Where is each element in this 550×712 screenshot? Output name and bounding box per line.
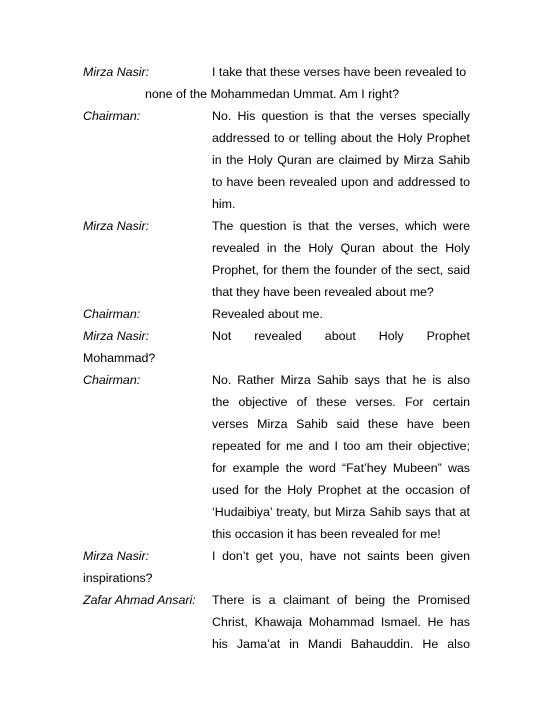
statement-line: There is a claimant of being the Promised (212, 593, 470, 607)
statement-line: Christ, Khawaja Mohammad Ismael. He has (212, 615, 470, 629)
statement-line: in the Holy Quran are claimed by Mirza Sahib (212, 153, 470, 167)
statement-line: that they have been revealed about me? (212, 285, 434, 299)
statement-line: used for the Holy Prophet at the occasion of (212, 483, 470, 497)
statement-line: verses Mirza Sahib said these have been (212, 417, 470, 431)
statement-line: No. His question is that the verses specially (212, 109, 470, 123)
statement-line: his Jama’at in Mandi Bahauddin. He also (212, 637, 470, 651)
speaker-name: Chairman: (83, 109, 141, 123)
statement-line: for example the word “Fat’hey Mubeen” was (212, 461, 470, 475)
statement-line: him. (212, 197, 236, 211)
statement-line: this occasion it has been revealed for me! (212, 527, 441, 541)
statement-line: to have been revealed upon and addressed to (212, 175, 470, 189)
speaker-name: Chairman: (83, 373, 141, 387)
statement-line: Revealed about me. (212, 307, 323, 321)
statement-line: inspirations? (83, 571, 153, 585)
statement-line: revealed in the Holy Quran about the Holy (212, 241, 470, 255)
speaker-name: Chairman: (83, 307, 141, 321)
speaker-name: Mirza Nasir: (83, 549, 150, 563)
statement-line: addressed to or telling about the Holy Prophet (212, 131, 470, 145)
statement-line: Not revealed about Holy Prophet (212, 329, 470, 343)
speaker-name: Mirza Nasir: (83, 65, 150, 79)
statement-line: No. Rather Mirza Sahib says that he is also (212, 373, 470, 387)
statement-line: none of the Mohammedan Ummat. Am I right? (145, 87, 400, 101)
statement-line: Mohammad? (83, 351, 156, 365)
statement-line: I take that these verses have been revealed to (212, 65, 467, 79)
statement-line: I don’t get you, have not saints been given (212, 549, 470, 563)
speaker-name: Mirza Nasir: (83, 329, 150, 343)
statement-line: repeated for me and I too am their objective; (212, 439, 470, 453)
speaker-name: Mirza Nasir: (83, 219, 150, 233)
statement-line: Prophet, for them the founder of the sect, said (212, 263, 470, 277)
speaker-name: Zafar Ahmad Ansari: (83, 593, 196, 607)
statement-line: The question is that the verses, which were (212, 219, 470, 233)
statement-line: the objective of these verses. For certain (212, 395, 470, 409)
statement-line: ‘Hudaibiya’ treaty, but Mirza Sahib says that at (212, 505, 470, 519)
